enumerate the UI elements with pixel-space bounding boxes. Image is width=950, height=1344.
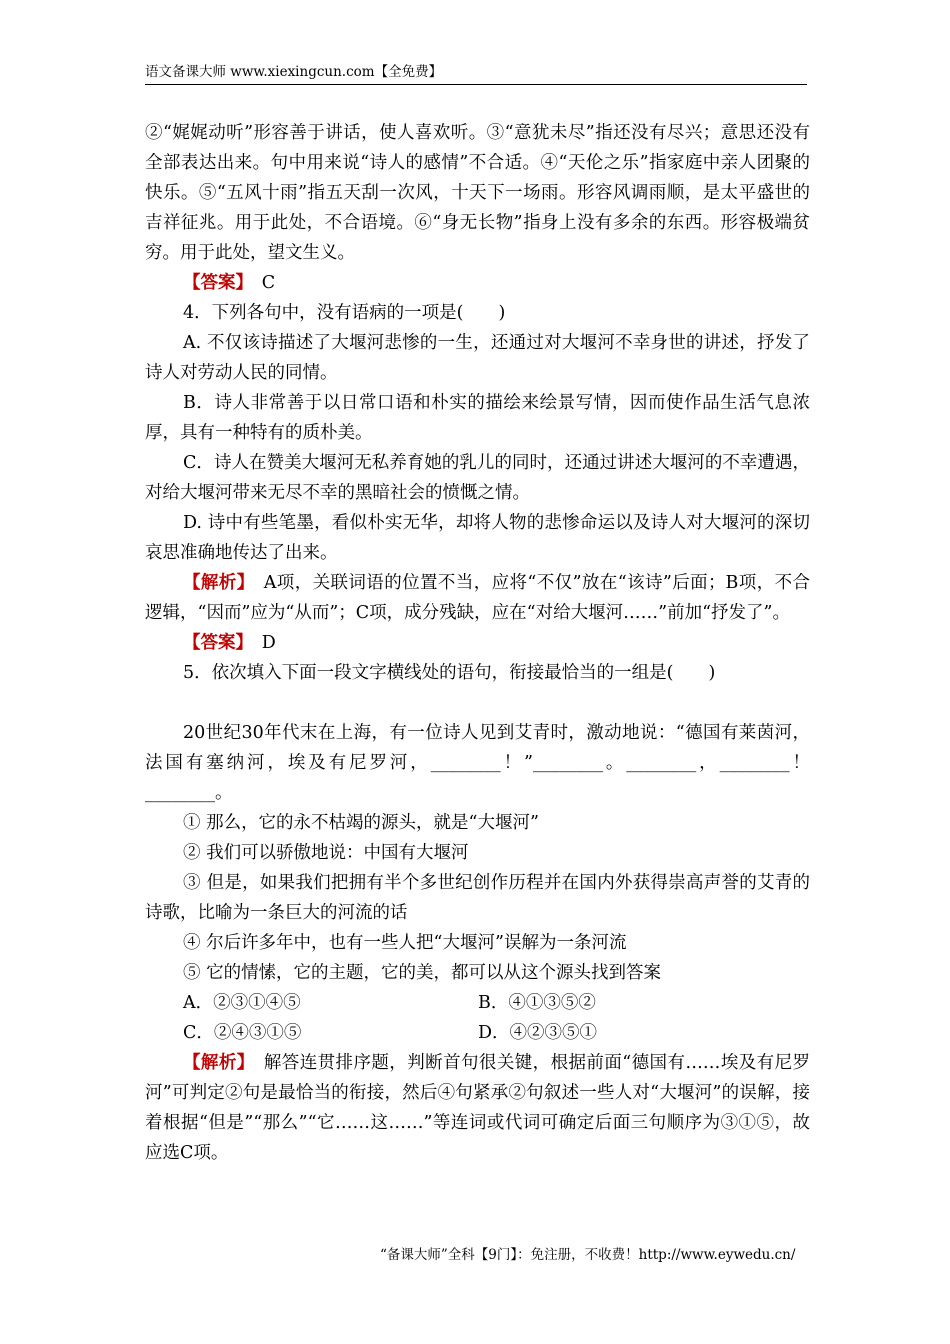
q4-option-d: D. 诗中有些笔墨，看似朴实无华，却将人物的悲惨命运以及诗人对大堰河的深切哀思准确地传达了出来。 <box>145 513 810 563</box>
q4-analysis <box>145 568 810 628</box>
analysis-text: A项，关联词语的位置不当，应将“不仅”放在“该诗”后面；B项，不合逻辑，“因而”应为“从而”；C项，成分残缺，应在“对给大堰河……”前加“抒发了”。 <box>145 573 810 623</box>
q4-option-a: A. 不仅该诗描述了大堰河悲惨的一生，还通过对大堰河不幸身世的讲述，抒发了诗人对劳动人民的同情。 <box>145 333 810 383</box>
q4-option-b: B．诗人非常善于以日常口语和朴实的描绘来绘景写情，因而使作品生活气息浓厚，具有一种特有的质朴美。 <box>145 393 810 443</box>
q5-option-d: D．④②③⑤① <box>478 1023 598 1043</box>
q4-option-c: C．诗人在赞美大堰河无私养育她的乳儿的同时，还通过讲述大堰河的不幸遭遇，对给大堰河带来无尽不幸的黑暗社会的愤慨之情。 <box>145 453 810 503</box>
page-header: 语文备课大师 www.xiexingcun.com【全免费】 <box>145 63 807 85</box>
answer-value: D <box>261 633 276 653</box>
q5-sentence-1: ① 那么，它的永不枯竭的源头，就是“大堰河” <box>183 813 539 833</box>
document-body <box>145 118 810 1168</box>
spacer <box>145 688 810 718</box>
page-footer: “备课大师”全科【9门】：免注册，不收费！http://www.eywedu.cn/ <box>380 1247 796 1263</box>
q5-options-row-2 <box>145 1018 810 1048</box>
q5-analysis <box>145 1048 810 1168</box>
analysis-text: 解答连贯排序题，判断首句很关键，根据前面“德国有……埃及有尼罗河”可判定②句是最恰当的衔接，然后④句紧承②句叙述一些人对“大堰河”的误解，接着根据“但是”“那么”“它……这……”等连词或代词可确定后面三句顺序为③①⑤，故应选C项。 <box>145 1053 810 1163</box>
analysis-label: 【解析】 <box>183 1053 246 1073</box>
answer-value: C <box>261 273 276 293</box>
q5-sentence-5: ⑤ 它的情愫，它的主题，它的美，都可以从这个源头找到答案 <box>183 963 662 983</box>
q5-option-a: A．②③①④⑤ <box>183 993 301 1013</box>
q4-stem: 4．下列各句中，没有语病的一项是( ) <box>183 303 506 323</box>
q5-options-row-1 <box>145 988 810 1018</box>
q4-answer <box>145 628 810 658</box>
q5-option-b: B．④①③⑤② <box>478 993 596 1013</box>
q5-sentence-2: ② 我们可以骄傲地说：中国有大堰河 <box>183 843 469 863</box>
answer-label: 【答案】 <box>183 633 245 653</box>
q5-passage: 20世纪30年代末在上海，有一位诗人见到艾青时，激动地说：“德国有莱茵河，法国有塞纳河，埃及有尼罗河，________！”________。________，________！________。 <box>145 723 810 803</box>
q5-sentence-3: ③ 但是，如果我们把拥有半个多世纪创作历程并在国内外获得崇高声誉的艾青的诗歌，比喻为一条巨大的河流的话 <box>145 873 810 923</box>
q5-sentence-4: ④ 尔后许多年中，也有一些人把“大堰河”误解为一条河流 <box>183 933 627 953</box>
analysis-label: 【解析】 <box>183 573 246 593</box>
answer-label: 【答案】 <box>183 273 245 293</box>
q5-stem: 5．依次填入下面一段文字横线处的语句，衔接最恰当的一组是( ) <box>183 663 716 683</box>
q5-option-c: C．②④③①⑤ <box>183 1023 302 1043</box>
q3-answer <box>145 268 810 298</box>
q3-analysis-text: ②“娓娓动听”形容善于讲话，使人喜欢听。③“意犹未尽”指还没有尽兴；意思还没有全部表达出来。句中用来说“诗人的感情”不合适。④“天伦之乐”指家庭中亲人团聚的快乐。⑤“五风十雨”指五天刮一次风，十天下一场雨。形容风调雨顺，是太平盛世的吉祥征兆。用于此处，不合语境。⑥“身无长物”指身上没有多余的东西。形容极端贫穷。用于此处，望文生义。 <box>145 123 810 263</box>
